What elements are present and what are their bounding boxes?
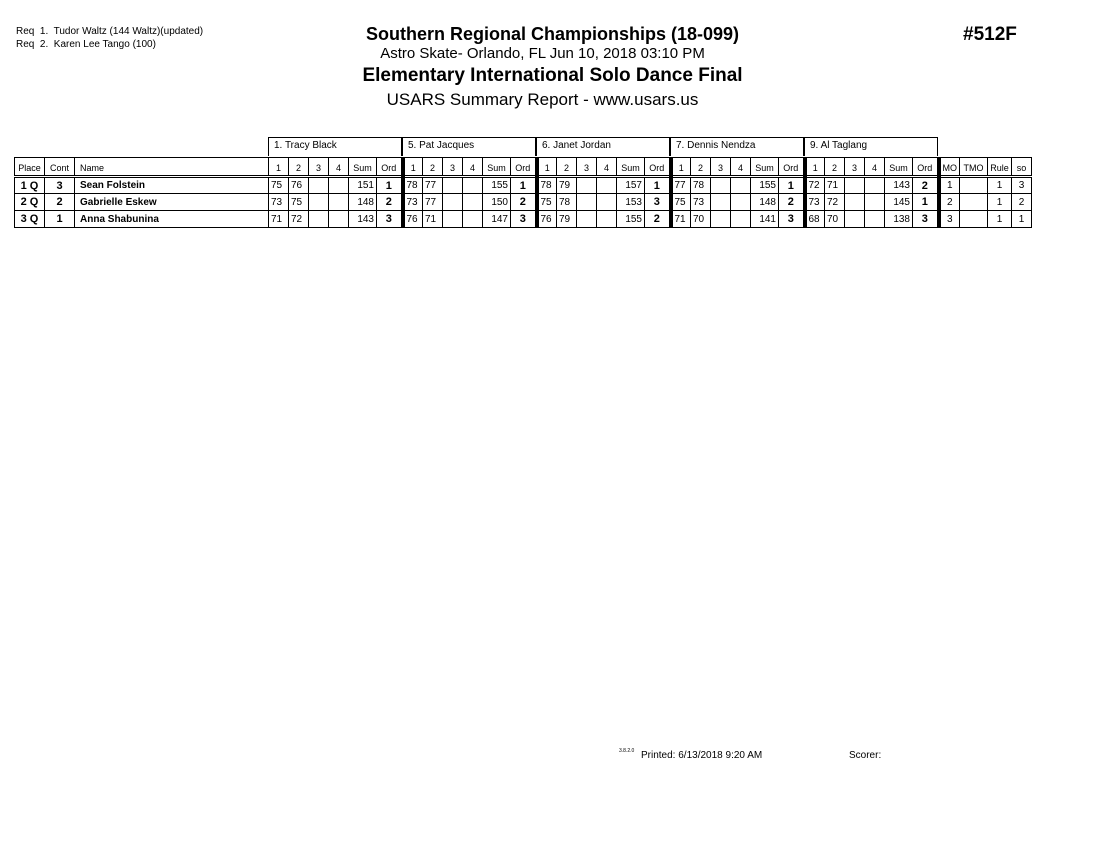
judge-2-score-4	[463, 211, 483, 228]
rule-cell: 1	[988, 211, 1012, 228]
venue-date: Astro Skate- Orlando, FL Jun 10, 2018 03:10 PM	[380, 45, 705, 62]
judge-5-score-1: 72	[805, 177, 825, 194]
judge-1-column-1: 1	[269, 158, 289, 177]
tmo-cell	[960, 177, 988, 194]
judge-2-score-3	[443, 194, 463, 211]
rule-cell: 1	[988, 177, 1012, 194]
judge-5-score-1: 68	[805, 211, 825, 228]
rule-cell: 1	[988, 194, 1012, 211]
judge-5-column-2: 2	[825, 158, 845, 177]
so-cell: 1	[1012, 211, 1032, 228]
judge-1-ordinal: 1	[377, 177, 403, 194]
judge-5-score-3	[845, 194, 865, 211]
judge-header-5: 9. Al Taglang	[804, 137, 938, 156]
judge-2-column-ord: Ord	[511, 158, 537, 177]
judge-1-score-2: 72	[289, 211, 309, 228]
judge-5-column-1: 1	[805, 158, 825, 177]
scorer-label: Scorer:	[849, 750, 882, 761]
judge-1-ordinal: 3	[377, 211, 403, 228]
judge-2-column-2: 2	[423, 158, 443, 177]
judge-1-score-4	[329, 177, 349, 194]
judge-5-score-3	[845, 177, 865, 194]
judge-3-score-3	[577, 194, 597, 211]
judge-5-ordinal: 1	[913, 194, 939, 211]
judge-4-sum: 155	[751, 177, 779, 194]
table-row	[15, 194, 1032, 211]
judge-4-score-2: 73	[691, 194, 711, 211]
judge-2-score-4	[463, 177, 483, 194]
judge-2-sum: 155	[483, 177, 511, 194]
judge-2-column-4: 4	[463, 158, 483, 177]
judge-header-4: 7. Dennis Nendza	[670, 137, 804, 156]
judge-4-column-3: 3	[711, 158, 731, 177]
judge-2-ordinal: 1	[511, 177, 537, 194]
judge-4-score-4	[731, 211, 751, 228]
judge-3-ordinal: 1	[645, 177, 671, 194]
judge-2-score-1: 76	[403, 211, 423, 228]
judge-2-ordinal: 3	[511, 211, 537, 228]
judge-3-column-4: 4	[597, 158, 617, 177]
event-code: #512F	[963, 24, 1017, 45]
judge-2-score-2: 71	[423, 211, 443, 228]
judge-4-column-4: 4	[731, 158, 751, 177]
judge-3-column-sum: Sum	[617, 158, 645, 177]
contestant-number-cell: 1	[45, 211, 75, 228]
mo-cell: 2	[939, 194, 960, 211]
judge-1-score-1: 71	[269, 211, 289, 228]
judge-3-score-1: 76	[537, 211, 557, 228]
column-header-row	[15, 158, 1032, 177]
judge-4-score-4	[731, 194, 751, 211]
requirement-2: Req 2. Karen Lee Tango (100)	[16, 39, 156, 50]
judge-3-score-2: 78	[557, 194, 577, 211]
results-grid	[14, 157, 1032, 228]
judge-1-score-3	[309, 194, 329, 211]
judge-5-score-4	[865, 194, 885, 211]
skater-name-cell: Sean Folstein	[75, 177, 269, 194]
event-title: Elementary International Solo Dance Final	[362, 65, 743, 86]
judge-1-score-3	[309, 177, 329, 194]
judge-4-sum: 148	[751, 194, 779, 211]
requirements-block	[16, 25, 203, 51]
judge-3-ordinal: 3	[645, 194, 671, 211]
judge-3-sum: 153	[617, 194, 645, 211]
table-row	[15, 211, 1032, 228]
column-header-so: so	[1012, 158, 1032, 177]
judge-4-ordinal: 2	[779, 194, 805, 211]
results-table	[14, 137, 1032, 228]
judge-5-sum: 145	[885, 194, 913, 211]
judge-5-ordinal: 3	[913, 211, 939, 228]
contestant-number-cell: 2	[45, 194, 75, 211]
version-number: 3.8.2.0	[619, 748, 635, 754]
judge-2-score-3	[443, 177, 463, 194]
judge-2-score-1: 78	[403, 177, 423, 194]
skater-name-cell: Gabrielle Eskew	[75, 194, 269, 211]
judge-3-score-4	[597, 211, 617, 228]
judge-header-2: 5. Pat Jacques	[402, 137, 536, 156]
judge-4-ordinal: 3	[779, 211, 805, 228]
judge-2-score-4	[463, 194, 483, 211]
contestant-number-cell: 3	[45, 177, 75, 194]
column-header-tmo: TMO	[960, 158, 988, 177]
judge-2-score-3	[443, 211, 463, 228]
requirement-1: Req 1. Tudor Waltz (144 Waltz)(updated)	[16, 26, 204, 37]
judge-4-column-ord: Ord	[779, 158, 805, 177]
judge-5-sum: 138	[885, 211, 913, 228]
judge-4-column-sum: Sum	[751, 158, 779, 177]
so-cell: 3	[1012, 177, 1032, 194]
judge-4-score-3	[711, 211, 731, 228]
judge-5-column-3: 3	[845, 158, 865, 177]
judges-header-row	[14, 137, 1032, 157]
judge-4-score-2: 78	[691, 177, 711, 194]
tmo-cell	[960, 194, 988, 211]
judge-header-3: 6. Janet Jordan	[536, 137, 670, 156]
judge-4-column-1: 1	[671, 158, 691, 177]
judge-2-score-2: 77	[423, 177, 443, 194]
judge-3-score-3	[577, 177, 597, 194]
judge-1-column-4: 4	[329, 158, 349, 177]
judge-1-column-3: 3	[309, 158, 329, 177]
skater-name-cell: Anna Shabunina	[75, 211, 269, 228]
tmo-cell	[960, 211, 988, 228]
judge-1-column-ord: Ord	[377, 158, 403, 177]
report-title: USARS Summary Report - www.usars.us	[386, 90, 699, 109]
judge-2-score-1: 73	[403, 194, 423, 211]
judge-4-score-2: 70	[691, 211, 711, 228]
competition-title: Southern Regional Championships (18-099)	[365, 24, 740, 44]
judge-3-sum: 155	[617, 211, 645, 228]
judge-2-sum: 147	[483, 211, 511, 228]
table-row	[15, 177, 1032, 194]
so-cell: 2	[1012, 194, 1032, 211]
column-header-rule: Rule	[988, 158, 1012, 177]
judge-1-column-sum: Sum	[349, 158, 377, 177]
place-cell: 3 Q	[15, 211, 45, 228]
judge-3-score-4	[597, 194, 617, 211]
judge-3-sum: 157	[617, 177, 645, 194]
judge-1-ordinal: 2	[377, 194, 403, 211]
judge-5-score-2: 70	[825, 211, 845, 228]
judge-2-score-2: 77	[423, 194, 443, 211]
judge-3-column-3: 3	[577, 158, 597, 177]
judge-3-column-2: 2	[557, 158, 577, 177]
judge-1-score-2: 76	[289, 177, 309, 194]
judge-1-sum: 151	[349, 177, 377, 194]
judge-1-score-4	[329, 194, 349, 211]
judge-5-score-1: 73	[805, 194, 825, 211]
judge-5-column-sum: Sum	[885, 158, 913, 177]
judge-3-score-1: 75	[537, 194, 557, 211]
judge-5-column-4: 4	[865, 158, 885, 177]
place-cell: 2 Q	[15, 194, 45, 211]
judge-5-column-ord: Ord	[913, 158, 939, 177]
judge-2-column-sum: Sum	[483, 158, 511, 177]
judge-1-score-2: 75	[289, 194, 309, 211]
judge-4-score-4	[731, 177, 751, 194]
column-header-mo: MO	[939, 158, 960, 177]
mo-cell: 1	[939, 177, 960, 194]
printed-timestamp: Printed: 6/13/2018 9:20 AM	[641, 750, 763, 761]
judge-5-score-4	[865, 177, 885, 194]
judge-4-score-1: 75	[671, 194, 691, 211]
judge-1-score-4	[329, 211, 349, 228]
judge-5-score-2: 72	[825, 194, 845, 211]
judge-2-column-3: 3	[443, 158, 463, 177]
judge-1-sum: 148	[349, 194, 377, 211]
judge-3-column-1: 1	[537, 158, 557, 177]
judge-4-sum: 141	[751, 211, 779, 228]
judge-5-score-4	[865, 211, 885, 228]
column-header-cont: Cont	[45, 158, 75, 177]
judge-1-column-2: 2	[289, 158, 309, 177]
column-header-name: Name	[75, 158, 269, 177]
judge-3-column-ord: Ord	[645, 158, 671, 177]
judge-4-score-1: 77	[671, 177, 691, 194]
judge-1-score-1: 75	[269, 177, 289, 194]
judge-4-score-1: 71	[671, 211, 691, 228]
judge-4-score-3	[711, 194, 731, 211]
judge-4-ordinal: 1	[779, 177, 805, 194]
judge-5-score-3	[845, 211, 865, 228]
column-header-place: Place	[15, 158, 45, 177]
judge-4-column-2: 2	[691, 158, 711, 177]
judge-3-score-3	[577, 211, 597, 228]
judge-1-score-3	[309, 211, 329, 228]
judge-5-sum: 143	[885, 177, 913, 194]
judge-3-score-4	[597, 177, 617, 194]
judge-2-column-1: 1	[403, 158, 423, 177]
judge-3-score-1: 78	[537, 177, 557, 194]
judge-3-score-2: 79	[557, 177, 577, 194]
judge-5-score-2: 71	[825, 177, 845, 194]
judge-3-score-2: 79	[557, 211, 577, 228]
judge-2-ordinal: 2	[511, 194, 537, 211]
judge-5-ordinal: 2	[913, 177, 939, 194]
judge-2-sum: 150	[483, 194, 511, 211]
judge-1-sum: 143	[349, 211, 377, 228]
judge-1-score-1: 73	[269, 194, 289, 211]
judge-4-score-3	[711, 177, 731, 194]
place-cell: 1 Q	[15, 177, 45, 194]
judge-3-ordinal: 2	[645, 211, 671, 228]
judge-header-1: 1. Tracy Black	[268, 137, 402, 156]
mo-cell: 3	[939, 211, 960, 228]
